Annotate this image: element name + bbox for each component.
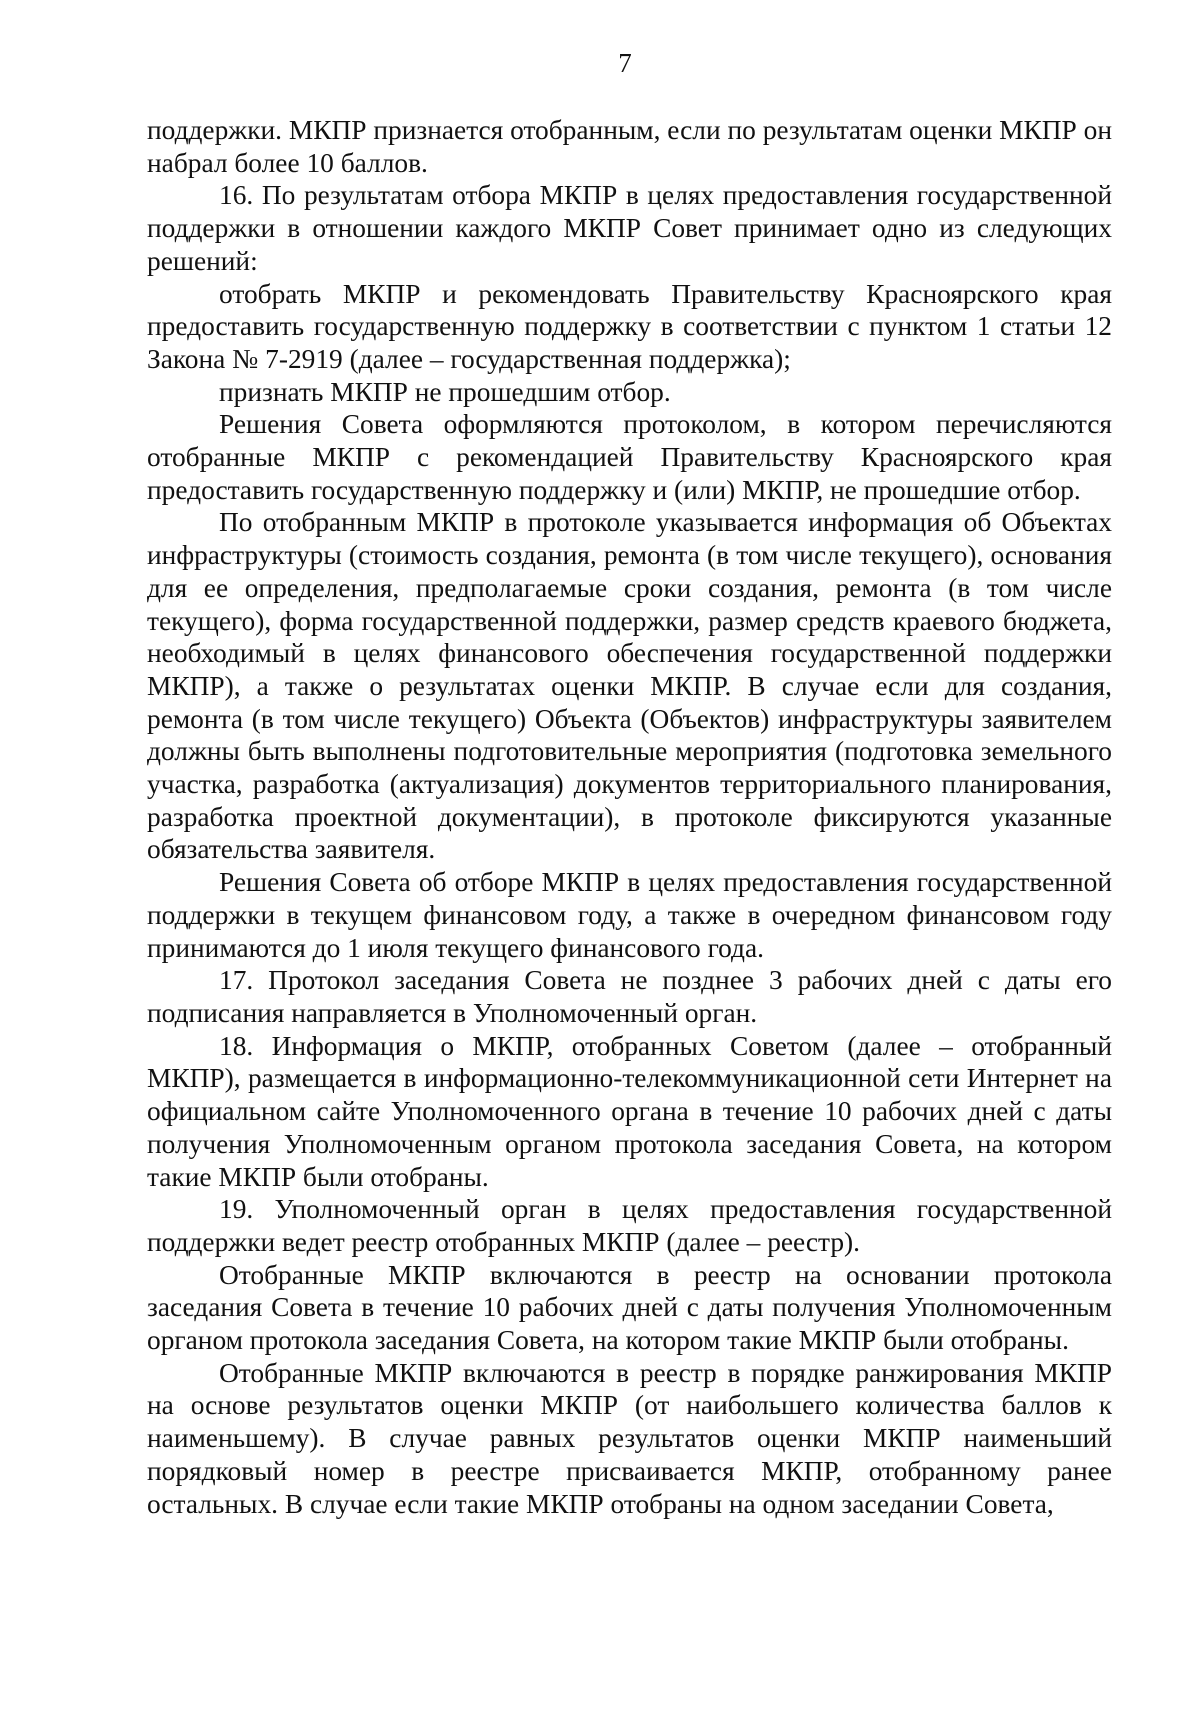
paragraph-item-18: 18. Информация о МКПР, отобранных Советом (далее – отобранный МКПР), размещается в информационно-телекоммуникационной сети Интернет на официальном сайте Уполномоченного органа в течение 10 рабочих дней с даты получения Уполномоченным органом протокола заседания Совета, на котором такие МКПР были отобраны.: [147, 1030, 1112, 1192]
paragraph-item-17: 17. Протокол заседания Совета не позднее 3 рабочих дней с даты его подписания направляется в Уполномоченный орган.: [147, 965, 1112, 1028]
paragraph-decision-deadline: Решения Совета об отборе МКПР в целях предоставления государственной поддержки в текущем финансовом году, а также в очередном финансовом году принимаются до 1 июля текущего финансового года.: [147, 867, 1112, 963]
paragraph-protocol: Решения Совета оформляются протоколом, в котором перечисляются отобранные МКПР с рекомендацией Правительству Красноярского края предоставить государственную поддержку и (или) МКПР, не прошедшие отбор.: [147, 409, 1112, 505]
document-body: [147, 114, 1112, 1520]
paragraph-protocol-info: По отобранным МКПР в протоколе указывается информация об Объектах инфраструктуры (стоимость создания, ремонта (в том числе текущего), основания для ее определения, предполагаемые сроки создания, ремонта (в том числе текущего), форма государственной поддержки, размер средств краевого бюджета, необходимый в целях финансового обеспечения государственной поддержки МКПР), а также о результатах оценки МКПР. В случае если для создания, ремонта (в том числе текущего) Объекта (Объектов) инфраструктуры заявителем должны быть выполнены подготовительные мероприятия (подготовка земельного участка, разработка (актуализация) документов территориального планирования, разработка проектной документации), в протоколе фиксируются указанные обязательства заявителя.: [147, 507, 1112, 865]
paragraph-item-19: 19. Уполномоченный орган в целях предоставления государственной поддержки ведет реестр отобранных МКПР (далее – реестр).: [147, 1194, 1112, 1257]
paragraph-item-16: 16. По результатам отбора МКПР в целях предоставления государственной поддержки в отношении каждого МКПР Совет принимает одно из следующих решений:: [147, 180, 1112, 276]
paragraph-continuation: поддержки. МКПР признается отобранным, если по результатам оценки МКПР он набрал более 10 баллов.: [147, 115, 1112, 178]
paragraph-registry-inclusion: Отобранные МКПР включаются в реестр на основании протокола заседания Совета в течение 10 рабочих дней с даты получения Уполномоченным органом протокола заседания Совета, на котором такие МКПР были отобраны.: [147, 1259, 1112, 1356]
paragraph-decision-select: отобрать МКПР и рекомендовать Правительству Красноярского края предоставить государственную поддержку в соответствии с пунктом 1 статьи 12 Закона № 7-2919 (далее – государственная поддержка);: [147, 278, 1112, 374]
page-number: 7: [618, 48, 632, 78]
paragraph-decision-reject: признать МКПР не прошедшим отбор.: [219, 376, 671, 407]
paragraph-registry-ranking: Отобранные МКПР включаются в реестр в порядке ранжирования МКПР на основе результатов оценки МКПР (от наибольшего количества баллов к наименьшему). В случае равных результатов оценки МКПР наименьший порядковый номер в реестре присваивается МКПР, отобранному ранее остальных. В случае если такие МКПР отобраны на одном заседании Совета,: [147, 1357, 1112, 1519]
